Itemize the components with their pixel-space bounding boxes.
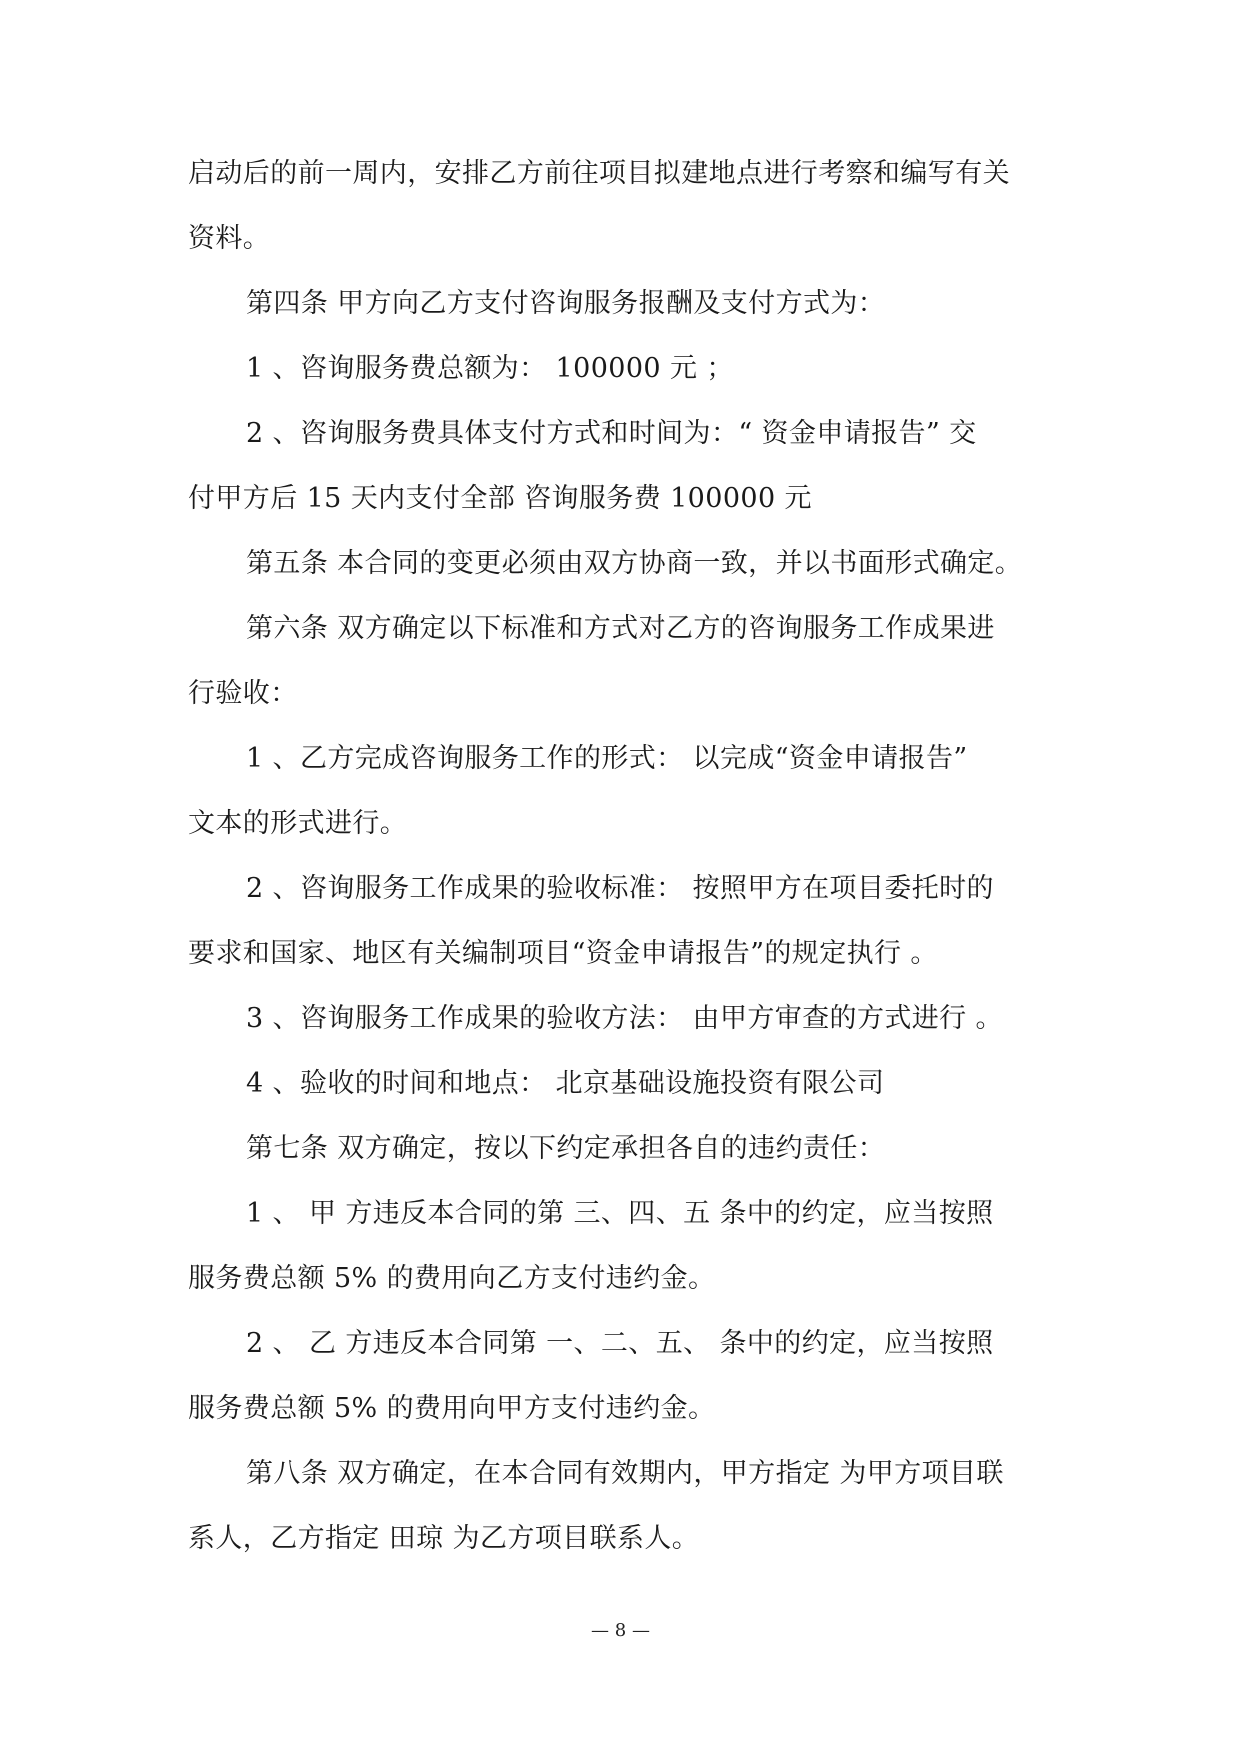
text-line: 系人，乙方指定 田琼 为乙方项目联系人。 bbox=[188, 1523, 700, 1554]
text-line: 第五条 本合同的变更必须由双方协商一致，并以书面形式确定。 bbox=[246, 548, 1023, 579]
text-line: 第六条 双方确定以下标准和方式对乙方的咨询服务工作成果进 bbox=[246, 613, 995, 644]
text-line: 资料。 bbox=[188, 223, 271, 254]
text-line: 1 、乙方完成咨询服务工作的形式： 以完成“资金申请报告” bbox=[246, 743, 968, 774]
text-line: 1 、咨询服务费总额为： 100000 元 ； bbox=[246, 353, 734, 384]
text-line: 2 、咨询服务工作成果的验收标准： 按照甲方在项目委托时的 bbox=[246, 873, 994, 904]
text-line: 文本的形式进行。 bbox=[188, 808, 408, 839]
contract-body-text bbox=[188, 158, 1068, 1588]
text-line: 第四条 甲方向乙方支付咨询服务报酬及支付方式为： bbox=[246, 288, 886, 319]
text-line: 第八条 双方确定，在本合同有效期内，甲方指定 为甲方项目联 bbox=[246, 1458, 1004, 1489]
text-line: 3 、咨询服务工作成果的验收方法： 由甲方审查的方式进行 。 bbox=[246, 1003, 1003, 1034]
text-line: 要求和国家、地区有关编制项目“资金申请报告”的规定执行 。 bbox=[188, 938, 938, 969]
text-line: 行验收： bbox=[188, 678, 298, 709]
text-line: 2 、咨询服务费具体支付方式和时间为：“ 资金申请报告” 交 bbox=[246, 418, 977, 449]
text-line: 第七条 双方确定，按以下约定承担各自的违约责任： bbox=[246, 1133, 886, 1164]
text-line: 启动后的前一周内，安排乙方前往项目拟建地点进行考察和编写有关 bbox=[188, 158, 1010, 189]
text-line: 2 、 乙 方违反本合同第 一、二、五、 条中的约定，应当按照 bbox=[246, 1328, 994, 1359]
page-number: — 8 — bbox=[591, 1620, 650, 1641]
text-line: 服务费总额 5% 的费用向甲方支付违约金。 bbox=[188, 1393, 716, 1424]
text-line: 服务费总额 5% 的费用向乙方支付违约金。 bbox=[188, 1263, 716, 1294]
text-line: 1 、 甲 方违反本合同的第 三、四、五 条中的约定，应当按照 bbox=[246, 1198, 994, 1229]
text-line: 付甲方后 15 天内支付全部 咨询服务费 100000 元 bbox=[188, 483, 812, 514]
text-line: 4 、验收的时间和地点： 北京基础设施投资有限公司 bbox=[246, 1068, 885, 1099]
